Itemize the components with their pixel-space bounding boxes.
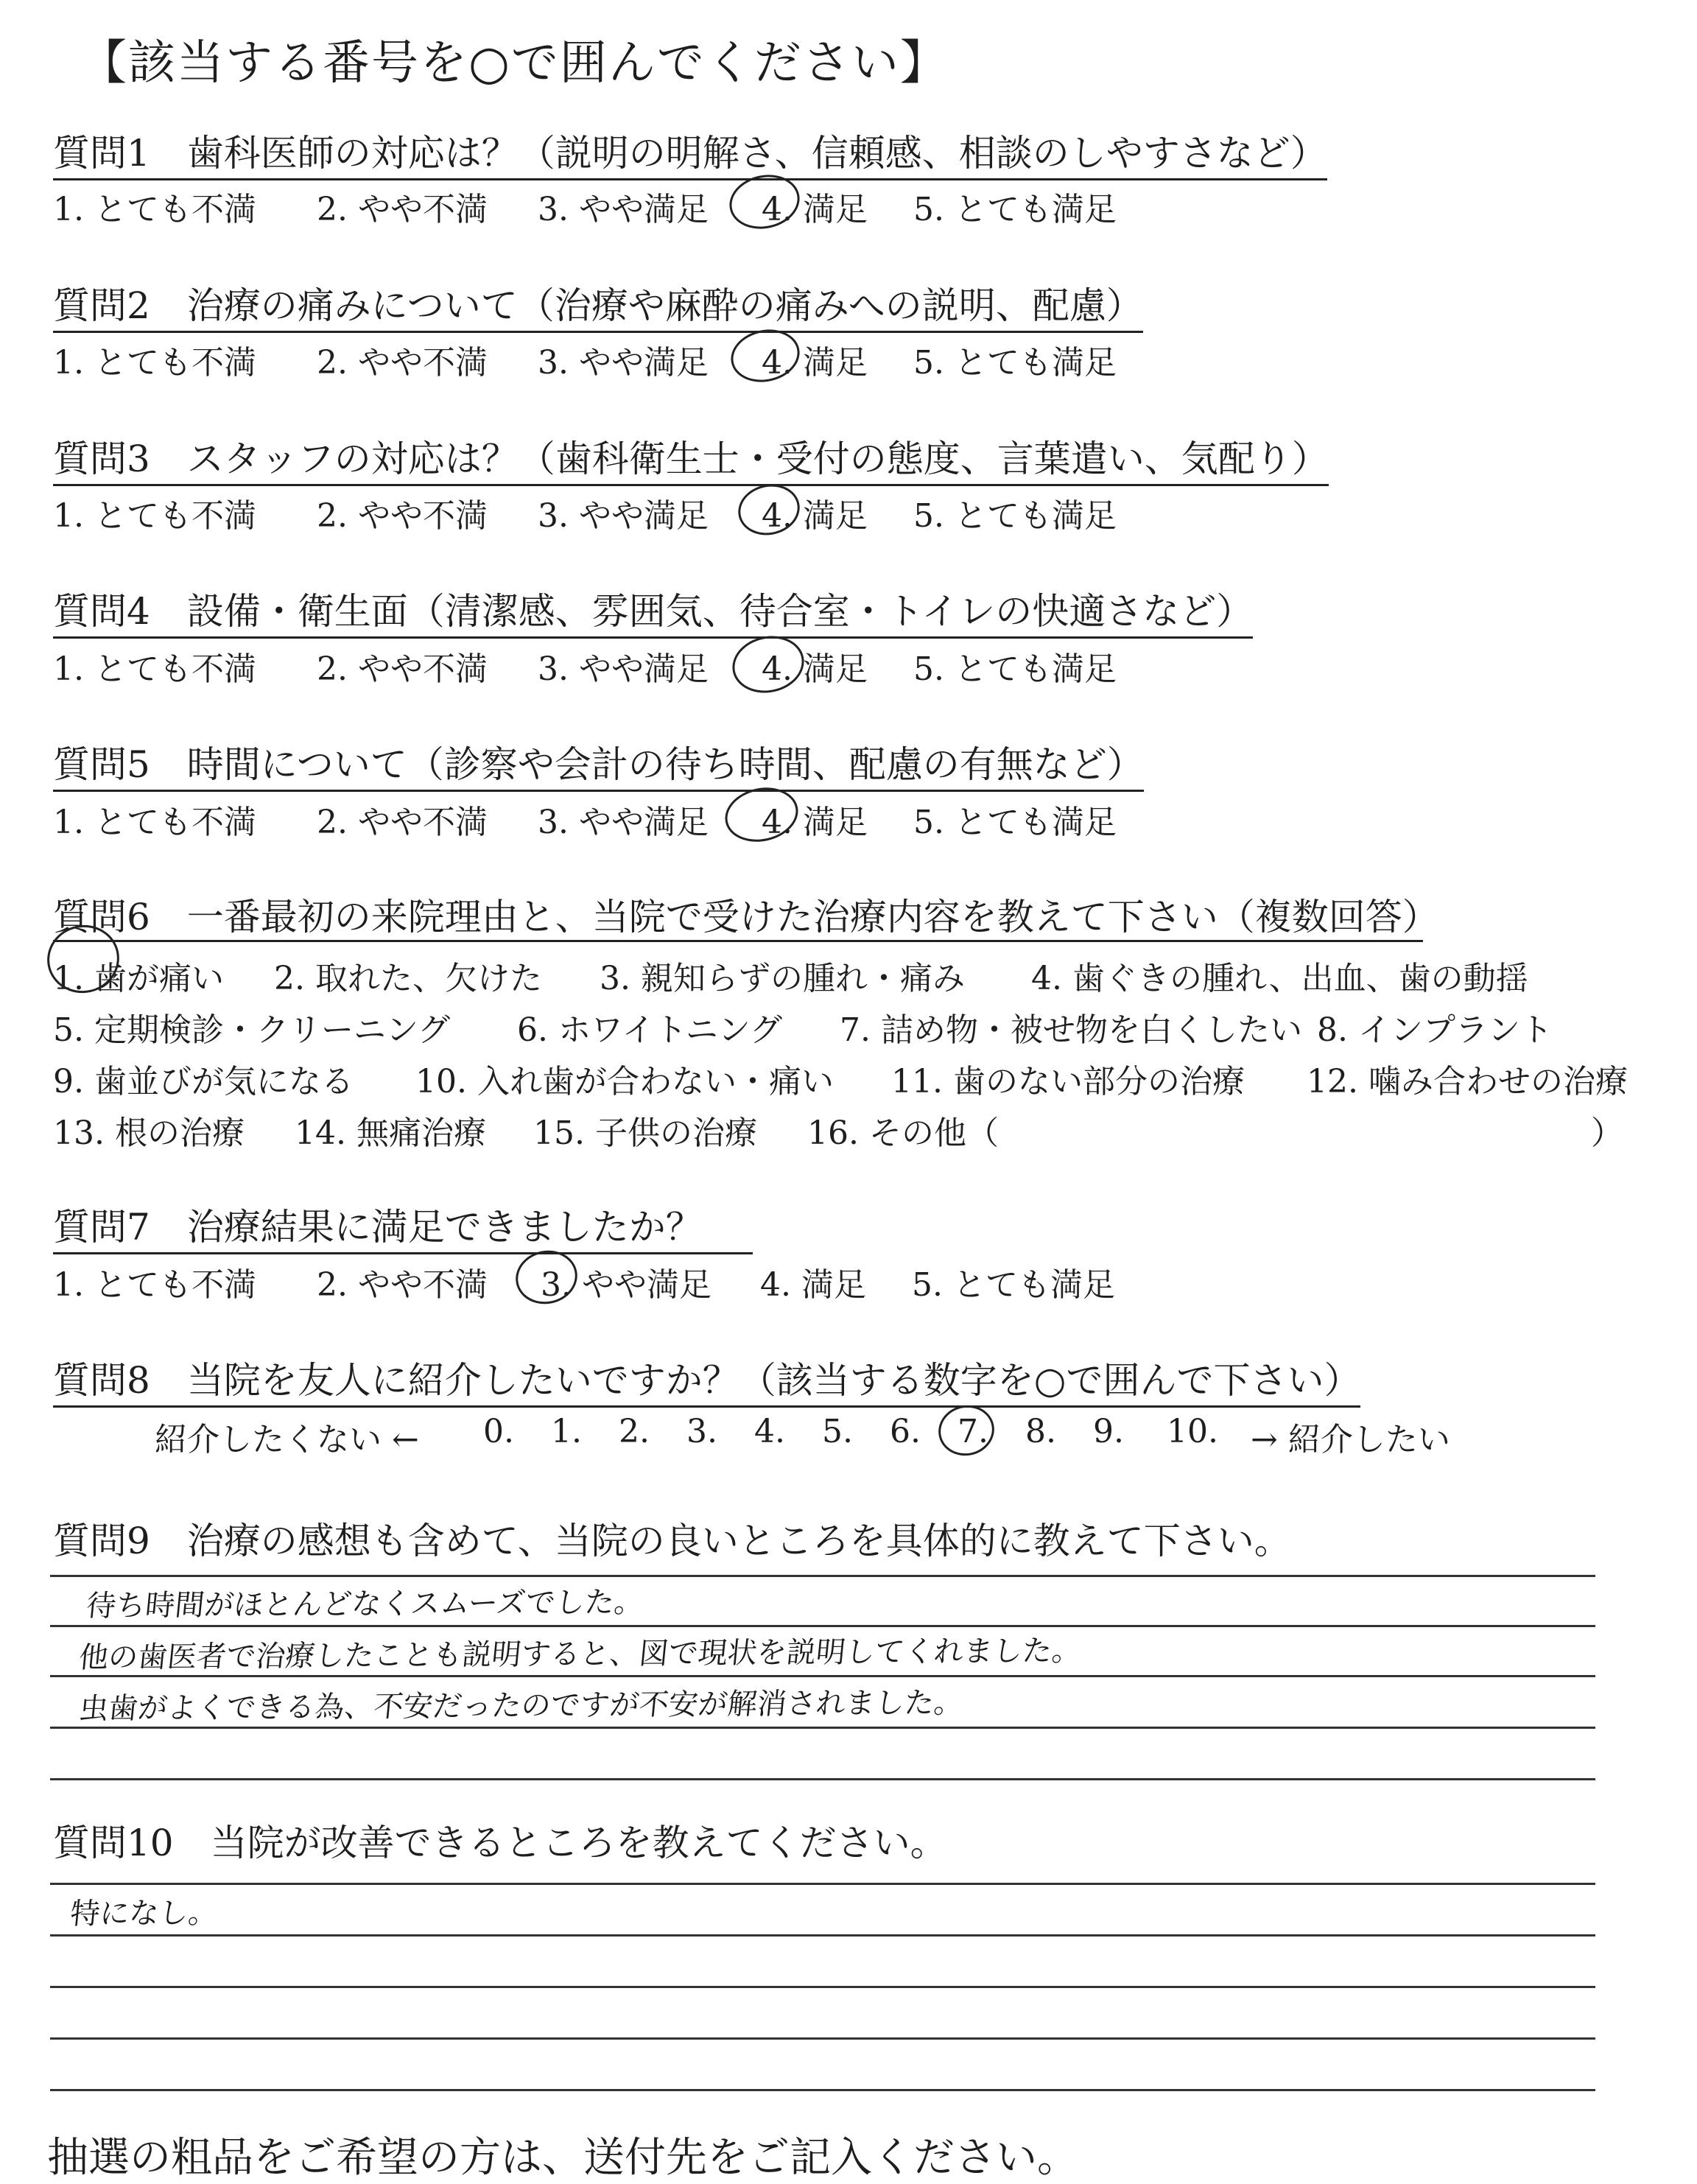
- option-2[interactable]: 2. やや不満: [317, 191, 488, 228]
- option-4[interactable]: 4. 満足: [762, 344, 868, 382]
- reason-option[interactable]: 4. 歯ぐきの腫れ、出血、歯の動揺: [1031, 960, 1528, 997]
- scale-value[interactable]: 9.: [1093, 1413, 1124, 1450]
- option-1[interactable]: 1. とても不満: [53, 191, 256, 228]
- answer-line: [50, 1778, 1595, 1780]
- answer-line: [50, 1986, 1595, 1988]
- option-2[interactable]: 2. やや不満: [317, 1266, 488, 1304]
- option-4[interactable]: 4. 満足: [760, 1266, 866, 1304]
- footer-text-cut: 抽選の粗品をご希望の方は、送付先をご記入ください。: [47, 2134, 1078, 2182]
- answer-line: [50, 2089, 1595, 2091]
- option-2[interactable]: 2. やや不満: [317, 497, 488, 535]
- question-6-underline: [53, 940, 1423, 942]
- option-5[interactable]: 5. とても満足: [913, 344, 1117, 382]
- option-2[interactable]: 2. やや不満: [317, 650, 488, 688]
- scale-value[interactable]: 4.: [754, 1413, 785, 1450]
- option-2[interactable]: 2. やや不満: [317, 344, 488, 382]
- question-6-title: 質問6 一番最初の来院理由と、当院で受けた治療内容を教えて下さい（複数回答）: [53, 896, 1439, 938]
- reason-option[interactable]: 8. インプラント: [1317, 1011, 1553, 1049]
- question-2-title: 質問2 治療の痛みについて（治療や麻酔の痛みへの説明、配慮）: [53, 276, 1143, 333]
- reason-option[interactable]: 11. 歯のない部分の治療: [891, 1063, 1245, 1100]
- option-5[interactable]: 5. とても満足: [913, 650, 1117, 688]
- handwritten-answer[interactable]: 特になし。: [68, 1896, 219, 1931]
- option-3[interactable]: 3. やや満足: [541, 1266, 712, 1304]
- reason-option[interactable]: 13. 根の治療: [53, 1114, 245, 1152]
- option-1[interactable]: 1. とても不満: [53, 497, 256, 535]
- scale-value[interactable]: 2.: [619, 1413, 650, 1450]
- reason-option[interactable]: 2. 取れた、欠けた: [274, 960, 542, 997]
- reason-option[interactable]: 6. ホワイトニング: [517, 1011, 783, 1049]
- option-5[interactable]: 5. とても満足: [912, 1266, 1115, 1304]
- answer-circle: [934, 1400, 999, 1461]
- answer-line: [50, 1575, 1595, 1577]
- question-3-title: 質問3 スタッフの対応は？（歯科衛生士・受付の態度、言葉遣い、気配り）: [53, 429, 1329, 486]
- handwritten-answer[interactable]: 待ち時間がほとんどなくスムーズでした。: [85, 1585, 646, 1623]
- option-4[interactable]: 4. 満足: [762, 650, 868, 688]
- question-7-title: 質問7 治療結果に満足できましたか？: [53, 1198, 753, 1254]
- reason-option[interactable]: 9. 歯並びが気になる: [53, 1063, 354, 1100]
- handwritten-answer[interactable]: 虫歯がよくできる為、不安だったのですが不安が解消されました。: [77, 1685, 966, 1727]
- reason-option-other[interactable]: 16. その他（: [807, 1114, 999, 1152]
- reason-option[interactable]: 12. 噛み合わせの治療: [1307, 1063, 1628, 1100]
- option-4[interactable]: 4. 満足: [762, 804, 868, 841]
- reason-option[interactable]: 1. 歯が痛い: [53, 960, 224, 997]
- option-1[interactable]: 1. とても不満: [53, 650, 256, 688]
- scale-value[interactable]: 1.: [551, 1413, 582, 1450]
- scale-value[interactable]: 3.: [686, 1413, 717, 1450]
- option-1[interactable]: 1. とても不満: [53, 344, 256, 382]
- question-9-title: 質問9 治療の感想も含めて、当院の良いところを具体的に教えて下さい。: [53, 1520, 1291, 1562]
- question-10-title: 質問10 当院が改善できるところを教えてください。: [53, 1822, 947, 1864]
- reason-option[interactable]: 3. 親知らずの腫れ・痛み: [600, 960, 965, 997]
- option-5[interactable]: 5. とても満足: [913, 497, 1117, 535]
- answer-line: [50, 1934, 1595, 1937]
- question-5-title: 質問5 時間について（診察や会計の待ち時間、配慮の有無など）: [53, 735, 1144, 792]
- option-3[interactable]: 3. やや満足: [538, 650, 709, 688]
- option-3[interactable]: 3. やや満足: [538, 497, 709, 535]
- option-5[interactable]: 5. とても満足: [913, 804, 1117, 841]
- answer-line: [50, 2037, 1595, 2040]
- scale-value[interactable]: 5.: [822, 1413, 853, 1450]
- option-4[interactable]: 4. 満足: [762, 497, 868, 535]
- scale-value[interactable]: 7.: [958, 1413, 988, 1450]
- answer-line: [50, 1625, 1595, 1627]
- page-title: 【該当する番号を○で囲んでください】: [80, 36, 949, 91]
- option-3[interactable]: 3. やや満足: [538, 344, 709, 382]
- option-5[interactable]: 5. とても満足: [913, 191, 1117, 228]
- reason-option[interactable]: 7. 詰め物・被せ物を白くしたい: [840, 1011, 1302, 1049]
- scale-value[interactable]: 6.: [890, 1413, 921, 1450]
- option-3[interactable]: 3. やや満足: [538, 804, 709, 841]
- other-close-paren: ）: [1591, 1114, 1623, 1152]
- reason-option[interactable]: 10. 入れ歯が合わない・痛い: [415, 1063, 834, 1100]
- answer-line: [50, 1727, 1595, 1729]
- scale-value[interactable]: 10.: [1167, 1413, 1218, 1450]
- option-2[interactable]: 2. やや不満: [317, 804, 488, 841]
- question-1-title: 質問1 歯科医師の対応は？（説明の明解さ、信頼感、相談のしやすさなど）: [53, 124, 1327, 180]
- scale-right-label: → 紹介したい: [1251, 1421, 1450, 1458]
- option-1[interactable]: 1. とても不満: [53, 1266, 256, 1304]
- scale-value[interactable]: 0.: [483, 1413, 514, 1450]
- reason-option[interactable]: 14. 無痛治療: [295, 1114, 486, 1152]
- answer-line: [50, 1675, 1595, 1677]
- question-8-title: 質問8 当院を友人に紹介したいですか？（該当する数字を○で囲んで下さい）: [53, 1351, 1360, 1408]
- question-4-title: 質問4 設備・衛生面（清潔感、雰囲気、待合室・トイレの快適さなど）: [53, 582, 1253, 639]
- option-1[interactable]: 1. とても不満: [53, 804, 256, 841]
- option-4[interactable]: 4. 満足: [762, 191, 868, 228]
- scale-left-label: 紹介したくない ←: [155, 1421, 419, 1458]
- scale-value[interactable]: 8.: [1025, 1413, 1056, 1450]
- handwritten-answer[interactable]: 他の歯医者で治療したことも説明すると、図で現状を説明してくれました。: [77, 1634, 1083, 1675]
- reason-option[interactable]: 5. 定期検診・クリーニング: [53, 1011, 451, 1049]
- reason-option[interactable]: 15. 子供の治療: [533, 1114, 757, 1152]
- answer-line: [50, 1883, 1595, 1885]
- option-3[interactable]: 3. やや満足: [538, 191, 709, 228]
